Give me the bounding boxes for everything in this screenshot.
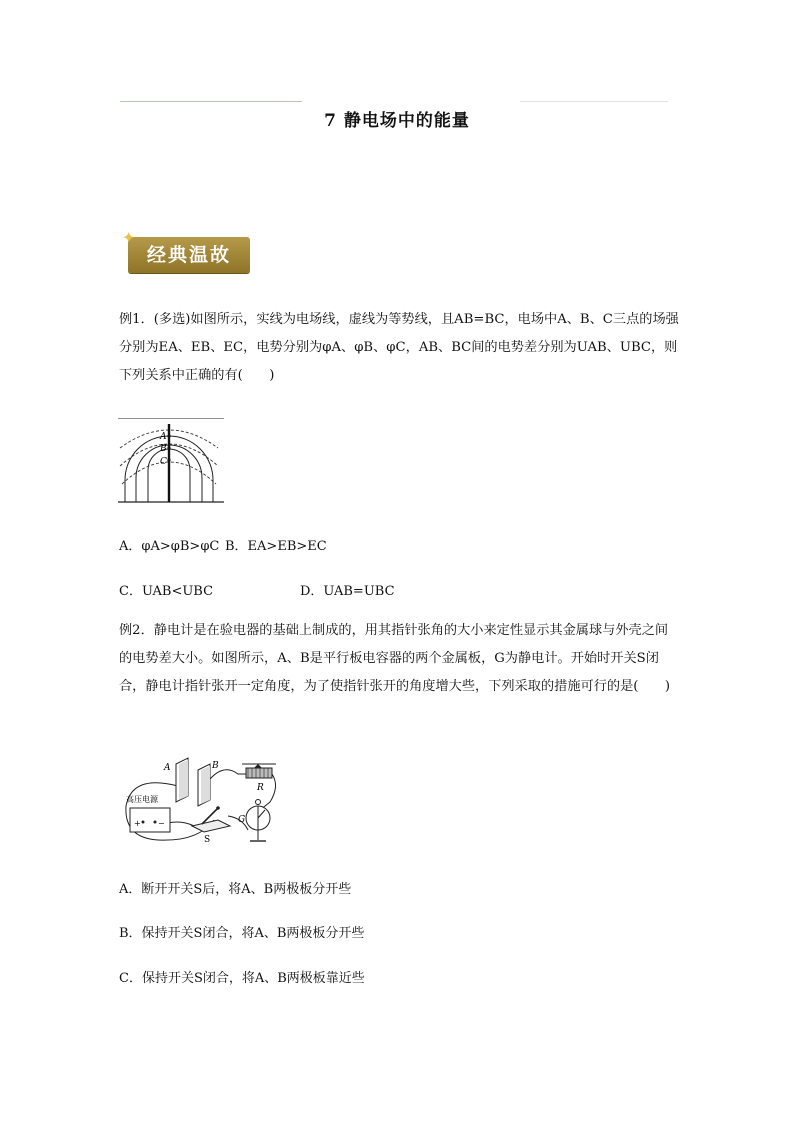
page-title: 7 静电场中的能量 (324, 111, 470, 131)
switch-shape (192, 806, 230, 832)
resistor-label: R (257, 783, 264, 793)
meter-label: G (238, 815, 246, 825)
power-minus: − (158, 819, 165, 828)
label-b: B (160, 444, 167, 454)
example1-question: 例1．(多选)如图所示，实线为电场线，虚线为等势线，且AB=BC，电场中A、B、C三点的场强分别为EA、EB、EC，电势分别为φA、φB、φC，AB、BC间的电势差分别为UAB、UBC，则下列关系中正确的有( ) (119, 312, 679, 383)
example2-option-c: C．保持开关S闭合，将A、B两极板靠近些 (119, 971, 365, 986)
switch-label: S (204, 835, 211, 845)
example1-option-c: C．UAB<UBC (119, 584, 214, 599)
example1-option-d: D．UAB=UBC (300, 584, 395, 599)
point-a (167, 434, 170, 437)
plate-a-shape (176, 758, 188, 802)
example1-option-b: B．EA>EB>EC (225, 539, 327, 554)
example1-figure (118, 418, 224, 504)
plate-b-shape (198, 764, 210, 806)
label-c: C (160, 457, 167, 467)
point-c (167, 458, 170, 461)
section-badge (122, 228, 250, 273)
power-supply-label: 高压电源 (126, 795, 158, 804)
power-plus: + (134, 819, 141, 828)
example2-option-a: A．断开开关S后，将A、B两极板分开些 (119, 882, 352, 897)
resistor-shape (242, 764, 276, 778)
example2-option-b: B．保持开关S闭合，将A、B两极板分开些 (119, 926, 365, 941)
electrometer-shape (246, 800, 270, 842)
example2-question: 例2．静电计是在验电器的基础上制成的，用其指针张角的大小来定性显示其金属球与外壳之间的电势差大小。如图所示，A、B是平行板电容器的两个金属板，G为静电计。开始时开关S闭合，静电计指针张开一定角度，为了使指针张开的角度增大些，下列采取的措施可行的是( ) (119, 623, 670, 694)
header-rule-left (120, 101, 302, 102)
example2-figure (118, 756, 283, 846)
point-b (167, 446, 170, 449)
star-icon: ✦ (122, 228, 136, 247)
plate-b-label: B (212, 761, 219, 771)
label-a: A (160, 432, 167, 442)
example1-option-a: A．φA>φB>φC (119, 539, 220, 554)
plate-a-label: A (164, 763, 171, 773)
section-badge-label: 经典温故 (146, 244, 231, 266)
header-rule-right (520, 101, 668, 102)
